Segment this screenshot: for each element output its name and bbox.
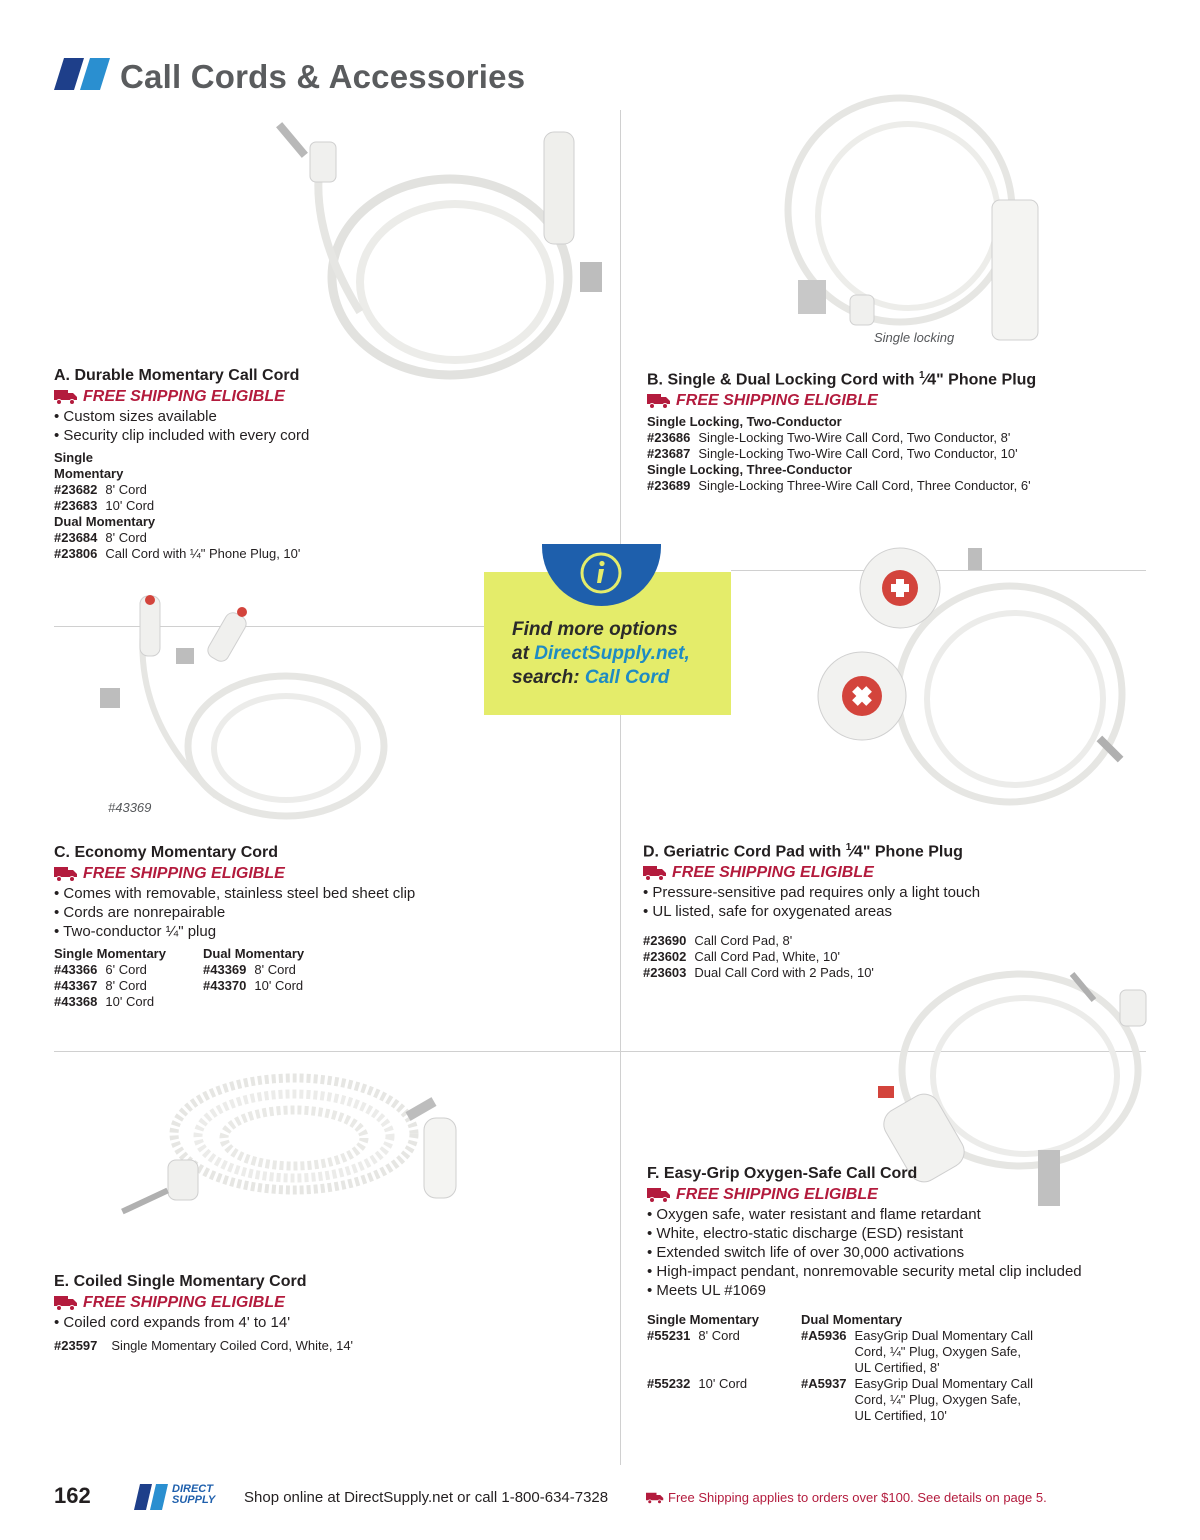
product-b-shipping-label: FREE SHIPPING ELIGIBLE	[676, 392, 878, 410]
sku-description: EasyGrip Dual Momentary Call Cord, ¼" Plug, Oxygen Safe, UL Certified, 10'	[854, 1376, 1033, 1423]
truck-icon	[643, 865, 667, 881]
product-c-heading: C. Economy Momentary Cord	[54, 844, 279, 861]
product-a-shipping-label: FREE SHIPPING ELIGIBLE	[83, 388, 285, 405]
product-a-group-1: Single Momentary	[54, 450, 124, 481]
footer-shipping-text: Free Shipping applies to orders over $100. See details on page 5.	[668, 1490, 1047, 1505]
product-e-shipping-label: FREE SHIPPING ELIGIBLE	[83, 1294, 285, 1311]
sku-description: 8' Cord	[105, 482, 147, 497]
product-f-spec-columns	[647, 1312, 1167, 1424]
sku-row	[647, 1376, 801, 1392]
footer-shipping-note	[646, 1490, 1047, 1505]
sku-row	[54, 994, 203, 1010]
product-e-shipping	[54, 1293, 574, 1312]
sku-number: #23682	[54, 482, 98, 497]
sku-description: 10' Cord	[105, 498, 155, 513]
sku-row	[643, 933, 1163, 949]
sku-description: 6' Cord	[105, 962, 147, 977]
sku-row	[643, 949, 1163, 965]
promo-line-3-prefix: search:	[512, 667, 585, 688]
sku-description: 10' Cord	[698, 1376, 748, 1391]
product-d-bullet: • UL listed, safe for oxygenated areas	[643, 903, 893, 921]
product-b-group-2: Single Locking, Three-Conductor	[647, 462, 853, 478]
sku-description: Single-Locking Two-Wire Call Cord, Two Conductor, 8'	[698, 430, 1011, 446]
sku-number: #23683	[54, 498, 98, 513]
product-e-bullet: • Coiled cord expands from 4' to 14'	[54, 1314, 291, 1331]
sku-number: #A5937	[801, 1376, 847, 1391]
product-f	[647, 1164, 1167, 1424]
product-f-bullet: • Oxygen safe, water resistant and flame retardant	[647, 1206, 981, 1223]
promo-line-2-prefix: at	[512, 643, 535, 664]
product-c-group-2: Dual Momentary	[203, 946, 305, 961]
sku-number: #55231	[647, 1328, 691, 1343]
truck-icon	[647, 393, 671, 409]
sku-row	[54, 482, 534, 498]
sku-description: Single Momentary Coiled Cord, White, 14'	[111, 1338, 354, 1353]
product-f-bullet: • High-impact pendant, nonremovable security metal clip included	[647, 1263, 1082, 1280]
product-b-heading-fraction: 1	[919, 370, 925, 381]
truck-icon	[54, 1295, 78, 1311]
product-e	[54, 1272, 574, 1354]
product-c-spec-columns	[54, 946, 574, 1010]
product-c-image	[96, 596, 396, 821]
product-c-caption: #43369	[108, 800, 152, 815]
product-e-image	[116, 1064, 446, 1229]
sku-row	[801, 1328, 1035, 1376]
footer-shop-text: Shop online at DirectSupply.net or call 1-800-634-7328	[244, 1489, 609, 1506]
sku-row	[203, 978, 304, 994]
footer-brand-line-2: SUPPLY	[172, 1494, 216, 1506]
product-b-group-1: Single Locking, Two-Conductor	[647, 414, 842, 430]
brand-logo-icon	[54, 58, 110, 90]
promo-site-link[interactable]: DirectSupply.net,	[534, 643, 690, 664]
product-d-heading	[643, 838, 1163, 861]
sku-description: 8' Cord	[105, 978, 147, 993]
product-a-image	[280, 112, 620, 382]
product-d-heading-fraction: 1	[845, 842, 852, 853]
product-d-heading-suffix: ⁄4" Phone Plug	[851, 843, 963, 861]
product-b-image	[780, 80, 1040, 342]
sku-number: #43369	[203, 962, 247, 977]
sku-number: #23597	[54, 1338, 98, 1353]
sku-number: #43368	[54, 994, 98, 1009]
product-f-group-2: Dual Momentary	[801, 1312, 903, 1327]
sku-description: Single-Locking Two-Wire Call Cord, Two Conductor, 10'	[698, 446, 1018, 462]
product-f-bullet: • Extended switch life of over 30,000 activations	[647, 1244, 965, 1261]
product-d	[643, 838, 1163, 981]
product-d-shipping-label: FREE SHIPPING ELIGIBLE	[672, 864, 874, 882]
info-icon	[579, 551, 623, 595]
product-c-col-1	[54, 946, 203, 1010]
promo-line-3	[512, 666, 690, 690]
sku-row	[54, 546, 534, 562]
sku-description: Single-Locking Three-Wire Call Cord, Three Conductor, 6'	[698, 478, 1031, 494]
promo-line-1: Find more options	[512, 619, 678, 640]
product-b-shipping	[647, 391, 1147, 410]
product-c-shipping-label: FREE SHIPPING ELIGIBLE	[83, 865, 285, 882]
product-c-bullet: • Cords are nonrepairable	[54, 904, 226, 921]
sku-row	[801, 1376, 1035, 1424]
sku-row	[54, 498, 534, 514]
sku-description: EasyGrip Dual Momentary Call Cord, ¼" Plug, Oxygen Safe, UL Certified, 8'	[854, 1328, 1033, 1375]
product-f-col-1	[647, 1312, 801, 1424]
truck-icon	[647, 1187, 671, 1203]
sku-number: #43366	[54, 962, 98, 977]
product-c-bullet: • Two-conductor ¼" plug	[54, 923, 217, 940]
truck-icon	[54, 389, 78, 405]
product-b-caption: Single locking	[874, 330, 955, 345]
product-d-bullet: • Pressure-sensitive pad requires only a light touch	[643, 884, 981, 902]
truck-icon	[54, 866, 78, 882]
sku-description: Call Cord Pad, 8'	[694, 933, 793, 949]
sku-description: 8' Cord	[105, 530, 147, 545]
sku-row	[54, 962, 203, 978]
sku-number: #43370	[203, 978, 247, 993]
product-f-shipping	[647, 1185, 1167, 1204]
footer-brand-line-1: DIRECT	[172, 1483, 213, 1495]
sku-description: 10' Cord	[254, 978, 304, 993]
promo-text	[512, 618, 690, 690]
product-d-image	[800, 544, 1150, 814]
sku-number: #23603	[643, 965, 687, 981]
sku-number: #23686	[647, 430, 691, 446]
sku-row	[54, 1338, 574, 1354]
sku-row	[647, 478, 1147, 494]
product-a-bullet: • Security clip included with every cord	[54, 427, 310, 444]
product-f-shipping-label: FREE SHIPPING ELIGIBLE	[676, 1186, 878, 1203]
product-a-heading: A. Durable Momentary Call Cord	[54, 367, 300, 384]
product-c-shipping	[54, 864, 574, 883]
sku-row	[203, 962, 304, 978]
product-c-bullet: • Comes with removable, stainless steel bed sheet clip	[54, 885, 416, 902]
footer-brand-name	[172, 1484, 215, 1506]
product-f-col-2	[801, 1312, 1035, 1424]
sku-number: #23684	[54, 530, 98, 545]
sku-description: Call Cord with ¼" Phone Plug, 10'	[105, 546, 301, 561]
sku-row	[647, 446, 1147, 462]
sku-number: #23687	[647, 446, 691, 462]
sku-description: 8' Cord	[254, 962, 296, 977]
product-c-group-1: Single Momentary	[54, 946, 166, 961]
product-d-heading-text: D. Geriatric Cord Pad with	[643, 843, 846, 861]
sku-row	[647, 430, 1147, 446]
product-f-bullet: • White, electro-static discharge (ESD) resistant	[647, 1225, 964, 1242]
product-a-group-2: Dual Momentary	[54, 514, 156, 529]
sku-description: 10' Cord	[105, 994, 155, 1009]
product-a	[54, 366, 534, 562]
truck-icon	[646, 1492, 664, 1504]
sku-row	[647, 1328, 801, 1344]
product-d-shipping	[643, 863, 1163, 882]
column-divider	[620, 110, 621, 1465]
product-a-bullet: • Custom sizes available	[54, 408, 217, 425]
sku-row	[54, 978, 203, 994]
product-e-heading: E. Coiled Single Momentary Cord	[54, 1273, 307, 1290]
product-b-heading-suffix: ⁄4" Phone Plug	[924, 371, 1037, 389]
page-number: 162	[54, 1483, 91, 1508]
product-b-heading-text: B. Single & Dual Locking Cord with	[647, 371, 920, 389]
promo-search-term[interactable]: Call Cord	[584, 667, 670, 688]
sku-description: 8' Cord	[698, 1328, 740, 1343]
product-c-col-2	[203, 946, 304, 1010]
sku-description: Call Cord Pad, White, 10'	[694, 949, 840, 965]
product-f-heading: F. Easy-Grip Oxygen-Safe Call Cord	[647, 1165, 918, 1182]
sku-number: #23806	[54, 546, 98, 561]
page-title: Call Cords & Accessories	[120, 58, 526, 95]
sku-row	[643, 965, 1163, 981]
sku-description: Dual Call Cord with 2 Pads, 10'	[694, 965, 874, 981]
sku-number: #43367	[54, 978, 98, 993]
product-f-group-1: Single Momentary	[647, 1312, 759, 1327]
product-b-heading	[647, 366, 1147, 389]
sku-row	[54, 530, 534, 546]
product-a-shipping	[54, 387, 534, 406]
sku-number: #23689	[647, 478, 691, 494]
sku-number: #55232	[647, 1376, 691, 1391]
product-b	[647, 366, 1147, 494]
sku-number: #23602	[643, 949, 687, 965]
promo-line-2	[512, 642, 690, 666]
sku-number: #23690	[643, 933, 687, 949]
product-c	[54, 843, 574, 1010]
product-f-bullet: • Meets UL #1069	[647, 1282, 766, 1299]
sku-number: #A5936	[801, 1328, 847, 1343]
